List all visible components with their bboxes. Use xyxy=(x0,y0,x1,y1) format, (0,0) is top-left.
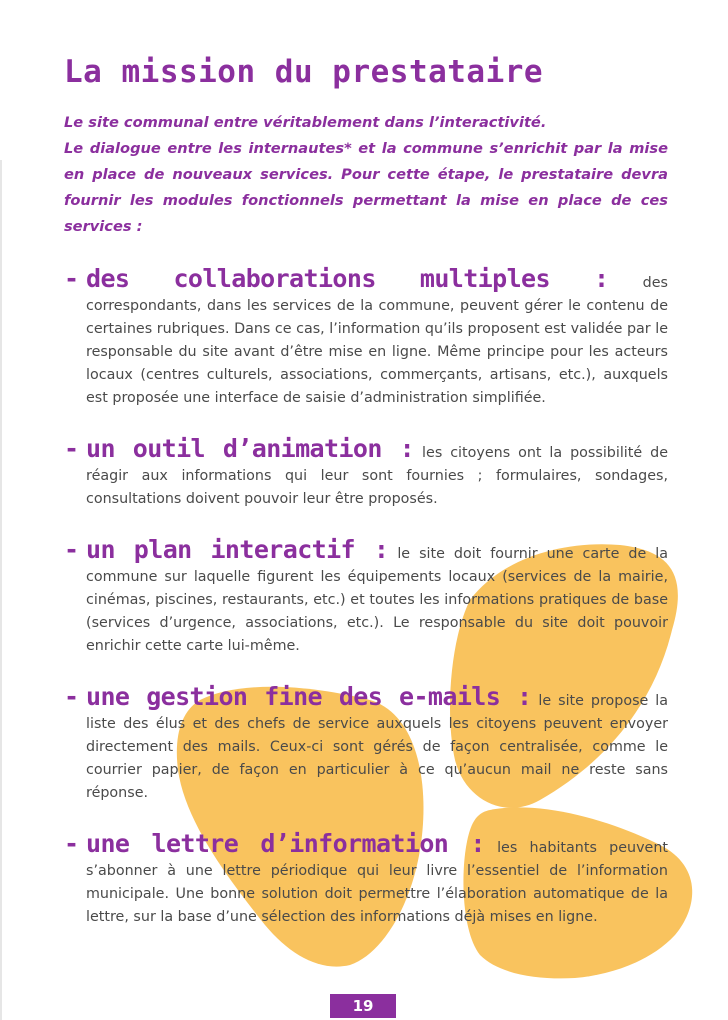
item-heading: un plan interactif : xyxy=(86,535,389,564)
page-content xyxy=(64,52,668,929)
list-item-plan xyxy=(64,535,668,658)
intro-text xyxy=(64,110,668,240)
page-number: 19 xyxy=(330,994,396,1018)
item-heading: des collaborations multiples : xyxy=(86,264,609,293)
item-text: le site doit fournir une carte de la commune sur laquelle figurent les équipements locaux (services de la mairie, cinémas, piscines, restaurants, etc.) et toutes les informations pratiques de base (services d’urgence, associations, etc.). Le responsable du site doit pouvoir enrichir cette carte lui-même. xyxy=(86,546,668,654)
bullet-dash: - xyxy=(64,535,80,564)
bullet-dash: - xyxy=(64,264,80,293)
item-heading: un outil d’animation : xyxy=(86,434,415,463)
item-heading: une lettre d’information : xyxy=(86,829,485,858)
list-item-collaborations xyxy=(64,264,668,410)
item-text: des correspondants, dans les services de la commune, peuvent gérer le contenu de certaines rubriques. Dans ce cas, l’information qu’ils proposent est validée par le responsable du site avant d’être mise en ligne. Même principe pour les acteurs locaux (centres culturels, associations, commerçants, artisans, etc.), auxquels est proposée une interface de saisie d’administration simplifiée. xyxy=(86,275,668,406)
list-item-emails xyxy=(64,682,668,805)
bullet-dash: - xyxy=(64,434,80,463)
list-item-newsletter xyxy=(64,829,668,929)
intro-line-2: Le dialogue entre les internautes* et la commune s’enrichit par la mise en place de nouveaux services. Pour cette étape, le prestataire devra fournir les modules fonctionnels permettant la mise en place de ces services : xyxy=(64,140,668,235)
left-margin-rule xyxy=(0,160,2,1020)
item-heading: une gestion fine des e-mails : xyxy=(86,682,532,711)
item-text: les habitants peuvent s’abonner à une lettre périodique qui leur livre l’essentiel de l’information municipale. Une bonne solution doit permettre l’élaboration automatique de la lettre, sur la base d’une sélection des informations déjà mises en ligne. xyxy=(86,840,669,925)
intro-line-1: Le site communal entre véritablement dans l’interactivité. xyxy=(64,114,547,131)
page-title: La mission du prestataire xyxy=(64,54,544,90)
item-text: les citoyens ont la possibilité de réagir aux informations qui leur sont fournies ; formulaires, sondages, consultations doivent pouvoir leur être proposés. xyxy=(86,445,668,507)
bullet-dash: - xyxy=(64,682,80,711)
item-text: le site propose la liste des élus et des chefs de service auxquels les citoyens peuvent envoyer directement des mails. Ceux-ci sont gérés de façon centralisée, comme le courrier papier, de façon en particulier à ce qu’aucun mail ne reste sans réponse. xyxy=(86,693,668,801)
list-item-animation xyxy=(64,434,668,511)
bullet-dash: - xyxy=(64,829,80,858)
